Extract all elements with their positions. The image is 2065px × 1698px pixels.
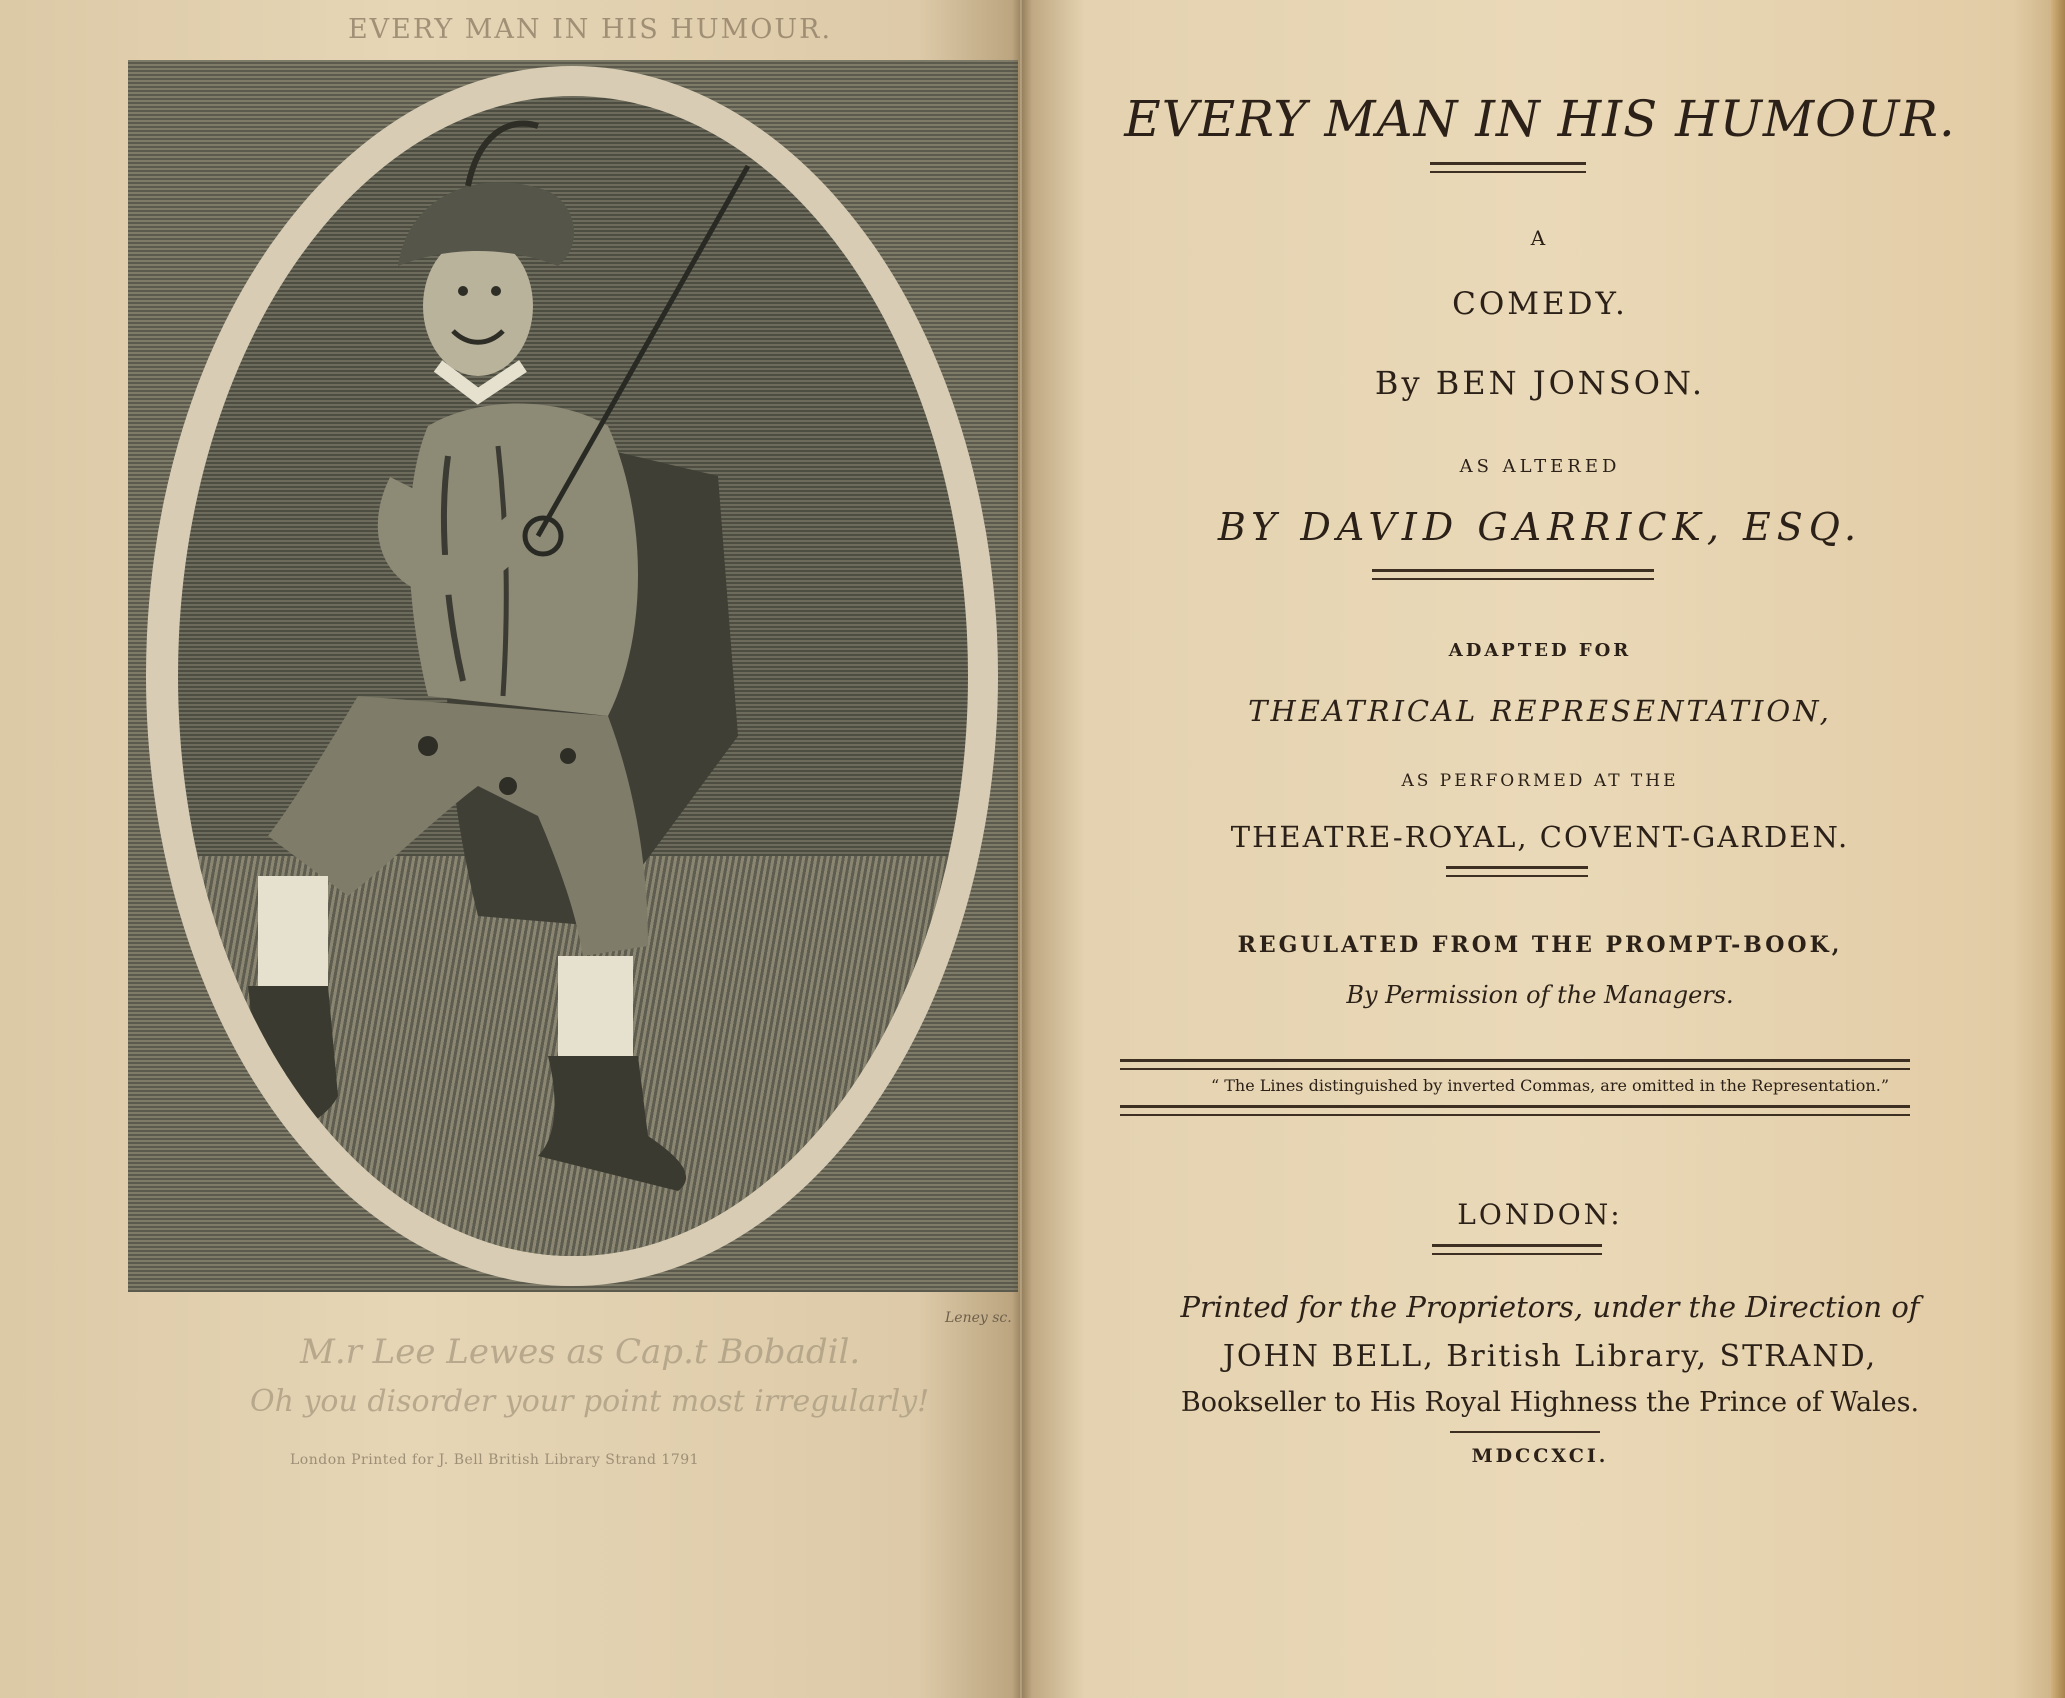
omission-notice: “ The Lines distinguished by inverted Commas, are omitted in the Representation.” — [1210, 1076, 1889, 1095]
printed-line: Printed for the Proprietors, under the Direction of — [1180, 1290, 1920, 1324]
title-rule — [1430, 162, 1586, 173]
bookseller-rule — [1450, 1431, 1600, 1433]
permission-line: By Permission of the Managers. — [1346, 981, 1734, 1009]
theatre-rule — [1446, 866, 1588, 877]
notice-rule-bottom — [1120, 1105, 1910, 1116]
notice-rule-top — [1120, 1059, 1910, 1070]
engraving-oval — [178, 96, 968, 1256]
bookseller-line: Bookseller to His Royal Highness the Prince of Wales. — [1180, 1387, 1920, 1418]
editor-rule — [1372, 569, 1654, 580]
performed-line: AS PERFORMED AT THE — [1401, 771, 1679, 791]
plate-imprint: London Printed for J. Bell British Library Strand 1791 — [290, 1452, 700, 1468]
regulated-line: REGULATED FROM THE PROMPT-BOOK, — [1237, 932, 1843, 958]
editor-line: BY DAVID GARRICK, ESQ. — [1217, 505, 1863, 549]
book-gutter — [1012, 0, 1032, 1698]
plate-caption-quote: Oh you disorder your point most irregularly! — [250, 1384, 930, 1419]
running-head: EVERY MAN IN HIS HUMOUR. — [347, 14, 833, 45]
title-page-title: EVERY MAN IN HIS HUMOUR. — [1124, 90, 1956, 148]
plate-engraver-credit: Leney sc. — [945, 1310, 1012, 1326]
actor-figure-illustration — [178, 96, 968, 1256]
publisher-line: JOHN BELL, British Library, STRAND, — [1222, 1339, 1878, 1374]
theatre-line: THEATRE-ROYAL, COVENT-GARDEN. — [1230, 820, 1850, 854]
publication-date: MDCCXCI. — [1471, 1445, 1609, 1467]
place-rule — [1432, 1244, 1602, 1255]
plate-caption-title: M.r Lee Lewes as Cap.t Bobadil. — [300, 1332, 861, 1372]
genre-line: COMEDY. — [1452, 286, 1628, 322]
representation-line: THEATRICAL REPRESENTATION, — [1248, 694, 1832, 728]
article-a: A — [1530, 226, 1550, 250]
place-line: LONDON: — [1457, 1198, 1623, 1231]
author-line: By BEN JONSON. — [1374, 364, 1706, 402]
adapted-line: ADAPTED FOR — [1448, 640, 1632, 661]
page-edge — [2051, 0, 2065, 1698]
altered-line: AS ALTERED — [1459, 456, 1621, 477]
